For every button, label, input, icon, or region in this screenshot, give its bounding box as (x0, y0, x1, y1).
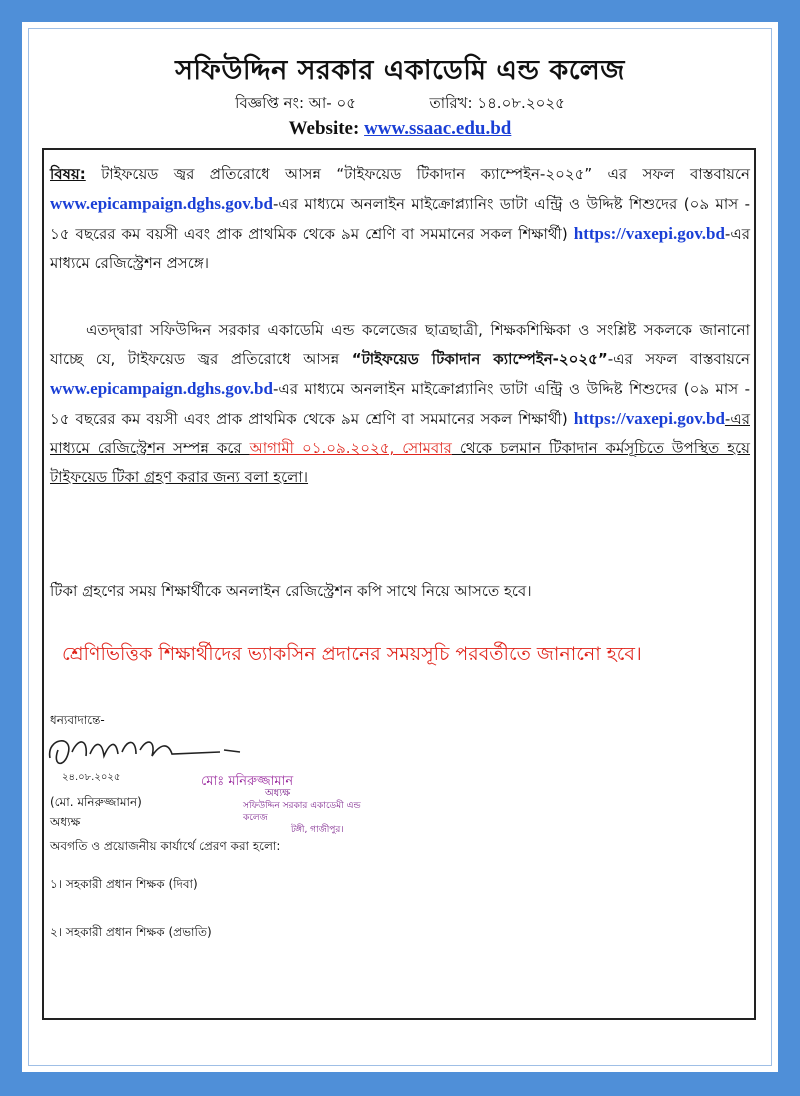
subject-text-1: টাইফয়েড জ্বর প্রতিরোধে আসন্ন “টাইফয়েড টিকাদান ক্যাম্পেইন-২০২৫” এর সফল বাস্তবায়নে (85, 165, 750, 183)
body-campaign-name: “টাইফয়েড টিকাদান ক্যাম্পেইন-২০২৫” (351, 350, 608, 368)
body-text-5: থেকে চলমান টিকাদান কর্মসূচিতে উপস্থিত হয়ে টাইফয়েড টিকা গ্রহণ করার জন্য বলা হলো। (50, 439, 751, 486)
subject-text-3: -এর মাধ্যমে রেজিস্ট্রেশন প্রসঙ্গে। (50, 225, 750, 272)
institution-title: সফিউদ্দিন সরকার একাডেমি এন্ড কলেজ (175, 55, 625, 86)
subject-label: বিষয়: (50, 165, 86, 183)
notice-number: বিজ্ঞপ্তি নং: আ- ০৫ (235, 94, 356, 112)
stamp-role: অধ্যক্ষ (265, 788, 291, 799)
stamp-organization: সফিউদ্দিন সরকার একাডেমী এন্ড কলেজ (243, 801, 361, 823)
body-date-highlight: আগামী ০১.০৯.২০২৫, সোমবার (249, 439, 452, 457)
body-text-2: -এর সফল বাস্তবায়নে (607, 350, 750, 368)
stamp-name: মোঃ মনিরুজ্জামান (201, 774, 294, 789)
website-label: Website: (288, 118, 360, 139)
subject-paragraph (50, 160, 750, 278)
body-link-epicampaign[interactable]: www.epicampaign.dghs.gov.bd (50, 379, 273, 398)
website-line (0, 118, 800, 140)
notice-date: তারিখ: ১৪.০৮.২০২৫ (429, 94, 565, 112)
body-text-3: -এর মাধ্যমে অনলাইন মাইক্রোপ্ল্যানিং ডাটা এন্ট্রি ও উদ্দিষ্ট শিশুদের (০৯ মাস - ১৫ বছরের কম বয়সী এবং প্রাক প্রাথমিক থেকে ৯ম শ্রেণি বা সমমানের সকল শিক্ষার্থী) (50, 380, 750, 428)
website-link[interactable]: www.ssaac.edu.bd (364, 118, 512, 139)
recipient-item: ২। সহকারী প্রধান শিক্ষক (প্রভাতি) (50, 925, 212, 939)
official-stamp (195, 776, 385, 836)
subject-link-vaxepi[interactable]: https://vaxepi.gov.bd (573, 224, 725, 243)
forwarding-text: অবগতি ও প্রয়োজনীয় কার্যার্থে প্রেরণ করা হলো: (50, 839, 281, 853)
recipient-item: ১। সহকারী প্রধান শিক্ষক (দিবা) (50, 877, 198, 891)
body-text-1: এতদ্দ্বারা সফিউদ্দিন সরকার একাডেমি এন্ড কলেজের ছাত্রছাত্রী, শিক্ষকশিক্ষিকা ও সংশ্লিষ্ট সকলকে জানানো যাচ্ছে যে, টাইফয়েড জ্বর প্রতিরোধে আসন্ন (50, 321, 750, 368)
body-link-vaxepi[interactable]: https://vaxepi.gov.bd (573, 409, 725, 428)
body-paragraph (50, 316, 750, 492)
subject-text-2: -এর মাধ্যমে অনলাইন মাইক্রোপ্ল্যানিং ডাটা এন্ট্রি ও উদ্দিষ্ট শিশুদের (০৯ মাস - ১৫ বছরের কম বয়সী এবং প্রাক প্রাথমিক থেকে ৯ম শ্রেণি বা সমমানের সকল শিক্ষার্থী) (50, 195, 750, 243)
registration-copy-note: টিকা গ্রহণের সময় শিক্ষার্থীকে অনলাইন রেজিস্ট্রেশন কপি সাথে নিয়ে আসতে হবে। (50, 582, 532, 600)
signature-date: ২৪.০৮.২০২৫ (62, 772, 121, 783)
notice-meta (0, 92, 800, 117)
stamp-place: টঙ্গী, গাজীপুর। (291, 825, 344, 835)
body-text-4: -এর মাধ্যমে রেজিস্ট্রেশন সম্পন্ন করে (50, 410, 750, 457)
thanks-text: ধন্যবাদান্তে- (50, 713, 105, 727)
principal-role: অধ্যক্ষ (50, 815, 81, 829)
schedule-red-note: শ্রেণিভিত্তিক শিক্ষার্থীদের ভ্যাকসিন প্রদানের সময়সূচি পরবর্তীতে জানানো হবে। (62, 643, 642, 665)
principal-name: (মো. মনিরুজ্জামান) (50, 795, 142, 809)
subject-link-epicampaign[interactable]: www.epicampaign.dghs.gov.bd (50, 194, 273, 213)
